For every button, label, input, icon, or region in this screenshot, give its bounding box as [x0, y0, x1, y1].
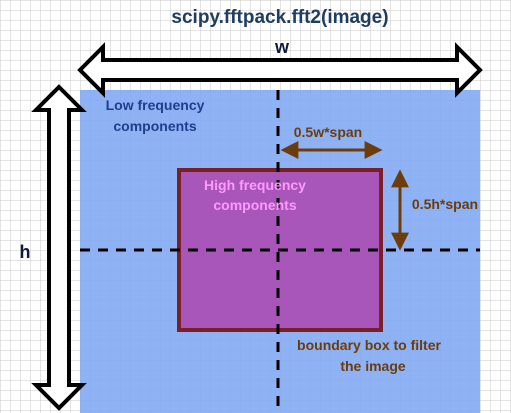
width-label: w	[274, 37, 290, 57]
boundary-box-label-line2: the image	[340, 358, 406, 374]
low-frequency-label-line2: components	[113, 118, 197, 134]
title: scipy.fftpack.fft2(image)	[171, 7, 389, 28]
high-frequency-label-line2: components	[213, 197, 297, 213]
boundary-box-label-line1: boundary box to filter	[297, 337, 441, 353]
half-height-span-label: 0.5h*span	[411, 196, 479, 212]
half-width-span-label: 0.5w*span	[293, 124, 363, 140]
height-label: h	[19, 242, 31, 262]
high-frequency-label-line1: High frequency	[204, 177, 306, 193]
low-frequency-label-line1: Low frequency	[105, 97, 205, 113]
